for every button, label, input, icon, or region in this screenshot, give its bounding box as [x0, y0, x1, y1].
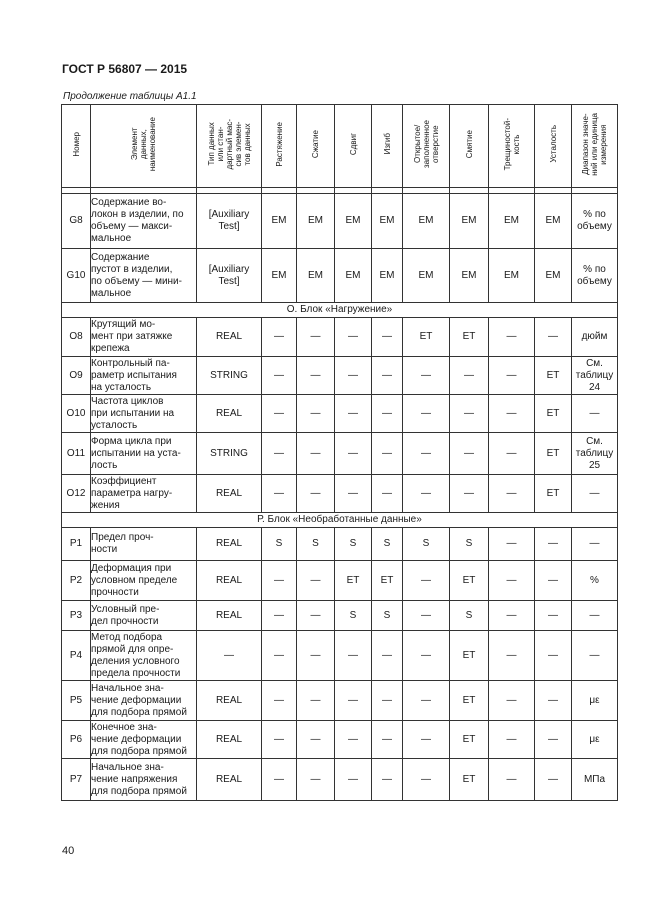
table-row — [62, 249, 618, 303]
test-cell: EM — [297, 194, 335, 249]
row-number: P6 — [62, 721, 91, 759]
test-cell: — — [403, 721, 450, 759]
data-type: [Auxiliary Test] — [197, 194, 262, 249]
test-cell: — — [335, 631, 372, 681]
data-type: REAL — [197, 395, 262, 433]
test-cell: — — [297, 475, 335, 513]
test-cell: — — [297, 561, 335, 601]
test-cell: — — [297, 721, 335, 759]
row-number: O8 — [62, 318, 91, 357]
test-cell: — — [372, 433, 403, 475]
row-number: O11 — [62, 433, 91, 475]
test-cell: ET — [535, 395, 572, 433]
test-cell: — — [403, 759, 450, 801]
test-cell: — — [535, 601, 572, 631]
test-cell: — — [335, 681, 372, 721]
test-cell: ET — [450, 681, 489, 721]
test-cell: — — [372, 759, 403, 801]
test-cell: EM — [335, 249, 372, 303]
test-cell: — — [535, 631, 572, 681]
data-type: — — [197, 631, 262, 681]
test-cell: — — [489, 759, 535, 801]
row-number: O10 — [62, 395, 91, 433]
test-cell: — — [297, 433, 335, 475]
row-number: P2 — [62, 561, 91, 601]
test-cell: — — [372, 631, 403, 681]
test-cell: EM — [489, 194, 535, 249]
table-row — [62, 395, 618, 433]
table-row — [62, 357, 618, 395]
test-cell: — — [262, 601, 297, 631]
range-unit: — — [572, 528, 618, 561]
data-type: REAL — [197, 601, 262, 631]
test-cell: — — [335, 395, 372, 433]
data-type: REAL — [197, 318, 262, 357]
data-type: REAL — [197, 759, 262, 801]
test-cell: — — [262, 395, 297, 433]
test-cell: EM — [450, 194, 489, 249]
col-header: Сдвиг — [335, 105, 372, 188]
test-cell: ET — [535, 357, 572, 395]
test-cell: — — [335, 759, 372, 801]
test-cell: EM — [403, 194, 450, 249]
data-table — [61, 104, 618, 801]
range-unit: % по объему — [572, 194, 618, 249]
test-cell: EM — [262, 249, 297, 303]
section-row — [62, 303, 618, 318]
test-cell: — — [262, 631, 297, 681]
row-number: P5 — [62, 681, 91, 721]
test-cell: — — [450, 357, 489, 395]
test-cell: S — [450, 601, 489, 631]
table-body-g — [62, 194, 618, 303]
col-header: Изгиб — [372, 105, 403, 188]
test-cell: — — [262, 475, 297, 513]
test-cell: S — [262, 528, 297, 561]
element-name: Конечное зна- чение деформации для подбора прямой — [91, 721, 197, 759]
element-name: Метод подбора прямой для опре- деления условного предела прочности — [91, 631, 197, 681]
test-cell: — — [372, 395, 403, 433]
data-type: [Auxiliary Test] — [197, 249, 262, 303]
test-cell: — — [372, 721, 403, 759]
test-cell: — — [335, 475, 372, 513]
test-cell: EM — [335, 194, 372, 249]
col-header: Сжатие — [297, 105, 335, 188]
section-heading-o: О. Блок «Нагружение» — [62, 303, 618, 318]
test-cell: — — [489, 528, 535, 561]
data-type: REAL — [197, 475, 262, 513]
range-unit: См. таблицу 25 — [572, 433, 618, 475]
test-cell: — — [535, 759, 572, 801]
test-cell: — — [535, 681, 572, 721]
element-name: Содержание пустот в изделии, по объему — мини- мальное — [91, 249, 197, 303]
element-name: Начальное зна- чение деформации для подбора прямой — [91, 681, 197, 721]
table-body-o-header — [62, 303, 618, 318]
row-number: P1 — [62, 528, 91, 561]
row-number: O12 — [62, 475, 91, 513]
test-cell: — — [489, 601, 535, 631]
test-cell: — — [262, 433, 297, 475]
test-cell: — — [489, 561, 535, 601]
data-type: REAL — [197, 561, 262, 601]
data-type: REAL — [197, 681, 262, 721]
test-cell: ET — [535, 433, 572, 475]
table-row — [62, 561, 618, 601]
data-type: STRING — [197, 357, 262, 395]
col-header: Растяжение — [262, 105, 297, 188]
test-cell: — — [297, 601, 335, 631]
table-row — [62, 601, 618, 631]
table-body-p-header — [62, 513, 618, 528]
range-unit: дюйм — [572, 318, 618, 357]
document-title: ГОСТ Р 56807 — 2015 — [62, 62, 188, 76]
test-cell: — — [335, 318, 372, 357]
range-unit: % по объему — [572, 249, 618, 303]
table-caption: Продолжение таблицы А1.1 — [63, 91, 197, 102]
test-cell: — — [403, 561, 450, 601]
range-unit: — — [572, 395, 618, 433]
test-cell: — — [489, 395, 535, 433]
test-cell: — — [372, 357, 403, 395]
test-cell: — — [372, 318, 403, 357]
test-cell: S — [335, 528, 372, 561]
row-number: G8 — [62, 194, 91, 249]
test-cell: — — [489, 681, 535, 721]
test-cell: EM — [297, 249, 335, 303]
data-type: REAL — [197, 528, 262, 561]
test-cell: — — [297, 318, 335, 357]
test-cell: ET — [450, 318, 489, 357]
page-number: 40 — [62, 845, 75, 857]
test-cell: — — [450, 475, 489, 513]
element-name: Содержание во- локон в изделии, по объему — макси- мальное — [91, 194, 197, 249]
table-row — [62, 681, 618, 721]
element-name: Деформация при условном пределе прочности — [91, 561, 197, 601]
element-name: Условный пре- дел прочности — [91, 601, 197, 631]
test-cell: — — [489, 318, 535, 357]
range-unit: — — [572, 631, 618, 681]
test-cell: — — [297, 395, 335, 433]
test-cell: — — [297, 759, 335, 801]
row-number: P7 — [62, 759, 91, 801]
range-unit: — — [572, 475, 618, 513]
test-cell: — — [372, 475, 403, 513]
test-cell: S — [297, 528, 335, 561]
table-row — [62, 194, 618, 249]
col-header: Тип данных или стан- дартный мас- сив элемен- тов данных — [197, 105, 262, 188]
table-row — [62, 475, 618, 513]
table-body-p — [62, 528, 618, 801]
row-number: P4 — [62, 631, 91, 681]
test-cell: — — [335, 357, 372, 395]
table-body-o — [62, 318, 618, 513]
section-heading-p: Р. Блок «Необработанные данные» — [62, 513, 618, 528]
test-cell: — — [297, 357, 335, 395]
test-cell: — — [403, 631, 450, 681]
element-name: Предел проч- ности — [91, 528, 197, 561]
test-cell: EM — [372, 194, 403, 249]
test-cell: — — [535, 528, 572, 561]
row-number: O9 — [62, 357, 91, 395]
test-cell: — — [450, 433, 489, 475]
test-cell: — — [262, 681, 297, 721]
test-cell: — — [335, 721, 372, 759]
test-cell: ET — [450, 561, 489, 601]
test-cell: — — [403, 433, 450, 475]
test-cell: ET — [535, 475, 572, 513]
test-cell: EM — [450, 249, 489, 303]
header-row — [62, 105, 618, 188]
test-cell: — — [403, 357, 450, 395]
test-cell: — — [489, 631, 535, 681]
test-cell: — — [262, 561, 297, 601]
test-cell: S — [335, 601, 372, 631]
test-cell: — — [297, 631, 335, 681]
test-cell: — — [262, 759, 297, 801]
test-cell: — — [262, 318, 297, 357]
test-cell: — — [403, 681, 450, 721]
table-row — [62, 528, 618, 561]
table-row — [62, 721, 618, 759]
test-cell: — — [535, 561, 572, 601]
row-number: G10 — [62, 249, 91, 303]
col-header: Номер — [62, 105, 91, 188]
test-cell: ET — [372, 561, 403, 601]
test-cell: — — [489, 433, 535, 475]
test-cell: EM — [372, 249, 403, 303]
test-cell: EM — [489, 249, 535, 303]
table-row — [62, 759, 618, 801]
data-type: REAL — [197, 721, 262, 759]
test-cell: — — [262, 357, 297, 395]
test-cell: EM — [403, 249, 450, 303]
test-cell: — — [403, 601, 450, 631]
range-unit: См. таблицу 24 — [572, 357, 618, 395]
test-cell: ET — [450, 759, 489, 801]
test-cell: — — [535, 318, 572, 357]
data-type: STRING — [197, 433, 262, 475]
col-header: Открытое/ заполненное отверстие — [403, 105, 450, 188]
element-name: Частота циклов при испытании на усталость — [91, 395, 197, 433]
test-cell: ET — [450, 721, 489, 759]
col-header: Трещиностой- кость — [489, 105, 535, 188]
range-unit: — — [572, 601, 618, 631]
test-cell: EM — [262, 194, 297, 249]
test-cell: ET — [335, 561, 372, 601]
table-row — [62, 318, 618, 357]
col-header: Элемент данных, наименование — [91, 105, 197, 188]
test-cell: — — [489, 475, 535, 513]
col-header: Усталость — [535, 105, 572, 188]
test-cell: — — [403, 395, 450, 433]
test-cell: — — [372, 681, 403, 721]
test-cell: — — [403, 475, 450, 513]
section-row — [62, 513, 618, 528]
test-cell: — — [450, 395, 489, 433]
test-cell: S — [450, 528, 489, 561]
range-unit: % — [572, 561, 618, 601]
test-cell: S — [372, 528, 403, 561]
col-header: Смятие — [450, 105, 489, 188]
test-cell: EM — [535, 249, 572, 303]
test-cell: — — [535, 721, 572, 759]
test-cell: — — [489, 721, 535, 759]
test-cell: — — [489, 357, 535, 395]
table-row — [62, 631, 618, 681]
test-cell: — — [297, 681, 335, 721]
test-cell: — — [262, 721, 297, 759]
row-number: P3 — [62, 601, 91, 631]
element-name: Начальное зна- чение напряжения для подбора прямой — [91, 759, 197, 801]
element-name: Форма цикла при испытании на уста- лость — [91, 433, 197, 475]
test-cell: EM — [535, 194, 572, 249]
element-name: Коэффициент параметра нагру- жения — [91, 475, 197, 513]
test-cell: ET — [403, 318, 450, 357]
test-cell: — — [335, 433, 372, 475]
col-header: Диапазон значе- ний или единица измерения — [572, 105, 618, 188]
range-unit: МПа — [572, 759, 618, 801]
table-row — [62, 433, 618, 475]
range-unit: με — [572, 681, 618, 721]
element-name: Крутящий мо- мент при затяжке крепежа — [91, 318, 197, 357]
test-cell: S — [372, 601, 403, 631]
test-cell: S — [403, 528, 450, 561]
range-unit: με — [572, 721, 618, 759]
test-cell: ET — [450, 631, 489, 681]
element-name: Контрольный па- раметр испытания на усталость — [91, 357, 197, 395]
